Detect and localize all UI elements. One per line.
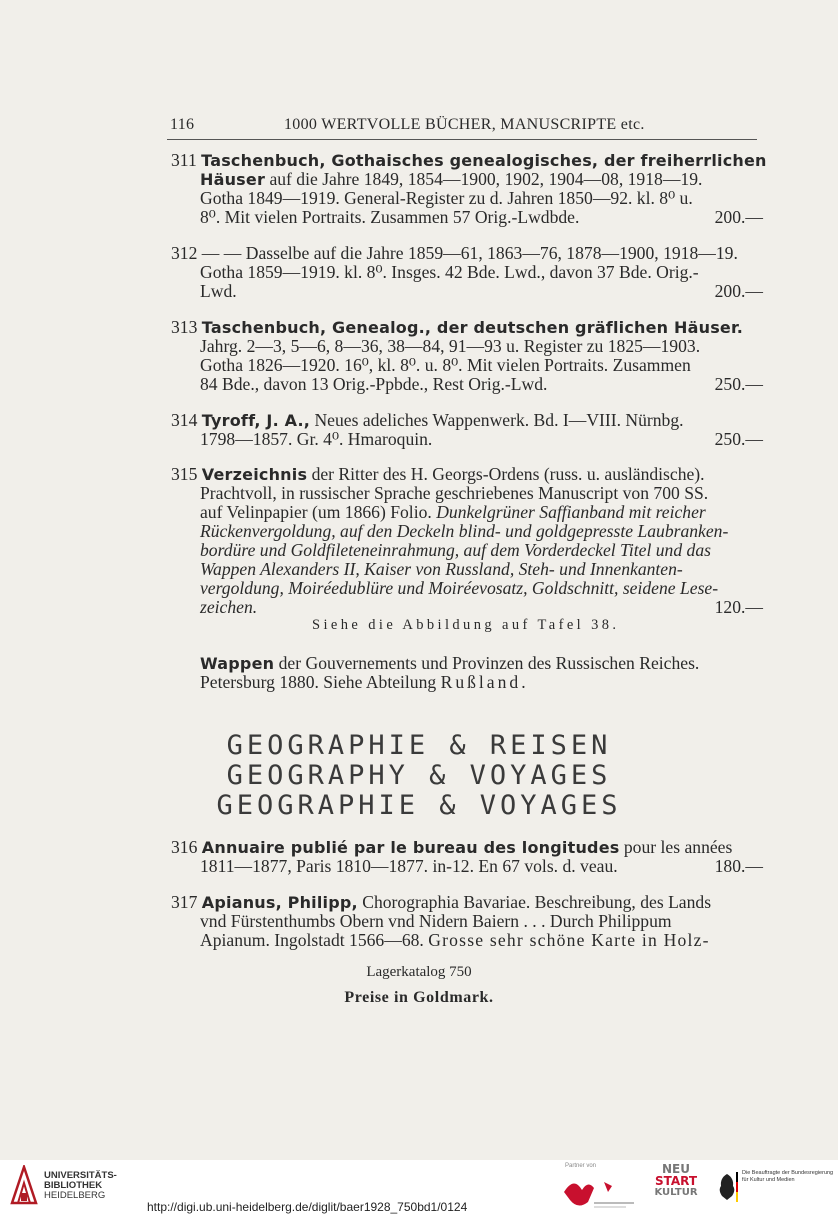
ub-line-3: HEIDELBERG <box>44 1190 106 1201</box>
entry-text: Neues adeliches Wappenwerk. Bd. I—VIII. Nürnbg. <box>310 410 684 430</box>
neustart-line-2: START <box>654 1174 698 1188</box>
entry-title-cont: Häuser <box>200 170 266 189</box>
entry-314 <box>171 411 763 449</box>
entry-price: 200.— <box>714 207 763 227</box>
entry-number: 311 <box>171 150 197 170</box>
bkm-line-2: für Kultur und Medien <box>742 1176 795 1183</box>
currency-note: Preise in Goldmark. <box>344 989 494 1006</box>
entry-title: Taschenbuch, Gothaisches genealogisches, der freiherrlichen <box>201 151 767 170</box>
viewer-footer <box>0 1160 838 1218</box>
section-heading-de: GEOGRAPHIE & REISEN <box>226 730 612 761</box>
entry-316 <box>171 838 763 876</box>
entry-price: 250.— <box>714 429 763 449</box>
ub-line-1: UNIVERSITÄTS- <box>44 1170 117 1181</box>
page-number: 116 <box>170 116 195 133</box>
permalink[interactable]: http://digi.ub.uni-heidelberg.de/diglit/baer1928_750bd1/0124 <box>147 1200 468 1214</box>
entry-title: Taschenbuch, Genealog., der deutschen gräflichen Häuser. <box>201 318 744 337</box>
entry-312 <box>171 244 763 301</box>
entry-text: 1811—1877, Paris 1810—1877. in-12. En 67 vols. d. veau. <box>200 856 618 876</box>
entry-description: zeichen. <box>200 597 258 617</box>
cross-reference: Rußland. <box>440 672 529 692</box>
catalog-number: Lagerkatalog 750 <box>366 964 472 980</box>
neustart-kultur-logo <box>654 1163 698 1211</box>
entry-text: 84 Bde., davon 13 Orig.-Ppbde., Rest Orig.-Lwd. <box>200 374 548 394</box>
running-title: 1000 WERTVOLLE BÜCHER, MANUSCRIPTE etc. <box>284 116 645 133</box>
entry-text: der Ritter des H. Georgs-Ordens (russ. u. ausländische). <box>307 464 705 484</box>
entry-title: Wappen <box>200 654 275 673</box>
plate-reference: Siehe die Abbildung auf Tafel 38. <box>312 617 620 633</box>
entry-title: Verzeichnis <box>201 465 308 484</box>
entry-text: Apianum. Ingolstadt 1566—68. <box>200 930 429 950</box>
entry-number: 316 <box>171 837 198 857</box>
entry-description: Dunkelgrüner Saffianband mit reicher <box>436 502 706 522</box>
entry-price: 120.— <box>714 597 763 617</box>
partner-logo-icon <box>560 1172 640 1212</box>
entry-price: 180.— <box>714 856 763 876</box>
header-rule <box>167 139 757 140</box>
entry-wappen <box>171 654 763 692</box>
entry-number: 315 <box>171 464 198 484</box>
university-library-logo-icon <box>10 1165 38 1205</box>
entry-description: Rückenvergoldung, auf den Deckeln blind- und goldgepresste Laubranken- <box>200 521 729 541</box>
bkm-line-1: Die Beauftragte der Bundesregierung <box>742 1170 834 1176</box>
federal-eagle-icon <box>716 1170 738 1204</box>
partner-label: Partner von <box>565 1163 597 1169</box>
entry-text: Gotha 1826—1920. 16⁰, kl. 8⁰. u. 8⁰. Mit vielen Portraits. Zusammen <box>200 355 691 375</box>
entry-description: vergoldung, Moiréedublüre und Moiréevosatz, Goldschnitt, seidene Lese- <box>200 578 719 598</box>
section-heading-fr: GEOGRAPHIE & VOYAGES <box>216 790 622 821</box>
entry-text: Lwd. <box>200 281 237 301</box>
entry-text: vnd Fürstenthumbs Obern vnd Nidern Baiern . . . Durch Philippum <box>200 911 672 931</box>
entry-number: 312 <box>171 243 198 263</box>
entry-text: der Gouvernements und Provinzen des Russischen Reiches. <box>274 653 700 673</box>
entry-text: Petersburg 1880. Siehe Abteilung <box>200 672 441 692</box>
university-library-name <box>44 1171 117 1201</box>
entry-number: 314 <box>171 410 198 430</box>
entry-text: — — Dasselbe auf die Jahre 1859—61, 1863—76, 1878—1900, 1918—19. <box>201 243 738 263</box>
entry-text: Prachtvoll, in russischer Sprache geschriebenes Manuscript von 700 SS. <box>200 483 709 503</box>
entry-title: Annuaire publié par le bureau des longitudes <box>201 838 620 857</box>
entry-number: 313 <box>171 317 198 337</box>
section-heading-en: GEOGRAPHY & VOYAGES <box>226 760 612 791</box>
entry-number: 317 <box>171 892 198 912</box>
entry-text: Chorographia Bavariae. Beschreibung, des Lands <box>357 892 712 912</box>
entry-price: 200.— <box>714 281 763 301</box>
entry-text: auf Velinpapier (um 1866) Folio. <box>200 502 437 522</box>
entry-text: pour les années <box>619 837 733 857</box>
entry-text: 1798—1857. Gr. 4⁰. Hmaroquin. <box>200 429 433 449</box>
ub-line-2: BIBLIOTHEK <box>44 1180 103 1191</box>
entry-author: Tyroff, J. A., <box>201 411 311 430</box>
entry-text-spaced: Grosse sehr schöne Karte in Holz- <box>428 930 710 950</box>
entry-text: Gotha 1849—1919. General-Register zu d. Jahren 1850—92. kl. 8⁰ u. <box>200 188 693 208</box>
neustart-line-1: NEU <box>662 1162 690 1176</box>
entry-313 <box>171 318 763 394</box>
entry-text: Gotha 1859—1919. kl. 8⁰. Insges. 42 Bde. Lwd., davon 37 Bde. Orig.- <box>200 262 699 282</box>
entry-317 <box>171 893 763 950</box>
entry-price: 250.— <box>714 374 763 394</box>
entry-description: Wappen Alexanders II, Kaiser von Russland, Steh- und Innenkanten- <box>200 559 683 579</box>
entry-description: bordüre und Goldfileteneinrahmung, auf dem Vorderdeckel Titel und das <box>200 540 711 560</box>
entry-311 <box>171 150 767 227</box>
entry-text: Jahrg. 2—3, 5—6, 8—36, 38—84, 91—93 u. Register zu 1825—1903. <box>200 336 701 356</box>
entry-315 <box>171 465 763 617</box>
entry-text: auf die Jahre 1849, 1854—1900, 1902, 1904—08, 1918—19. <box>265 169 703 189</box>
entry-text: 8⁰. Mit vielen Portraits. Zusammen 57 Orig.-Lwdbde. <box>200 207 580 227</box>
bkm-label <box>742 1170 833 1183</box>
neustart-line-3: KULTUR <box>654 1187 698 1198</box>
entry-author: Apianus, Philipp, <box>201 893 358 912</box>
